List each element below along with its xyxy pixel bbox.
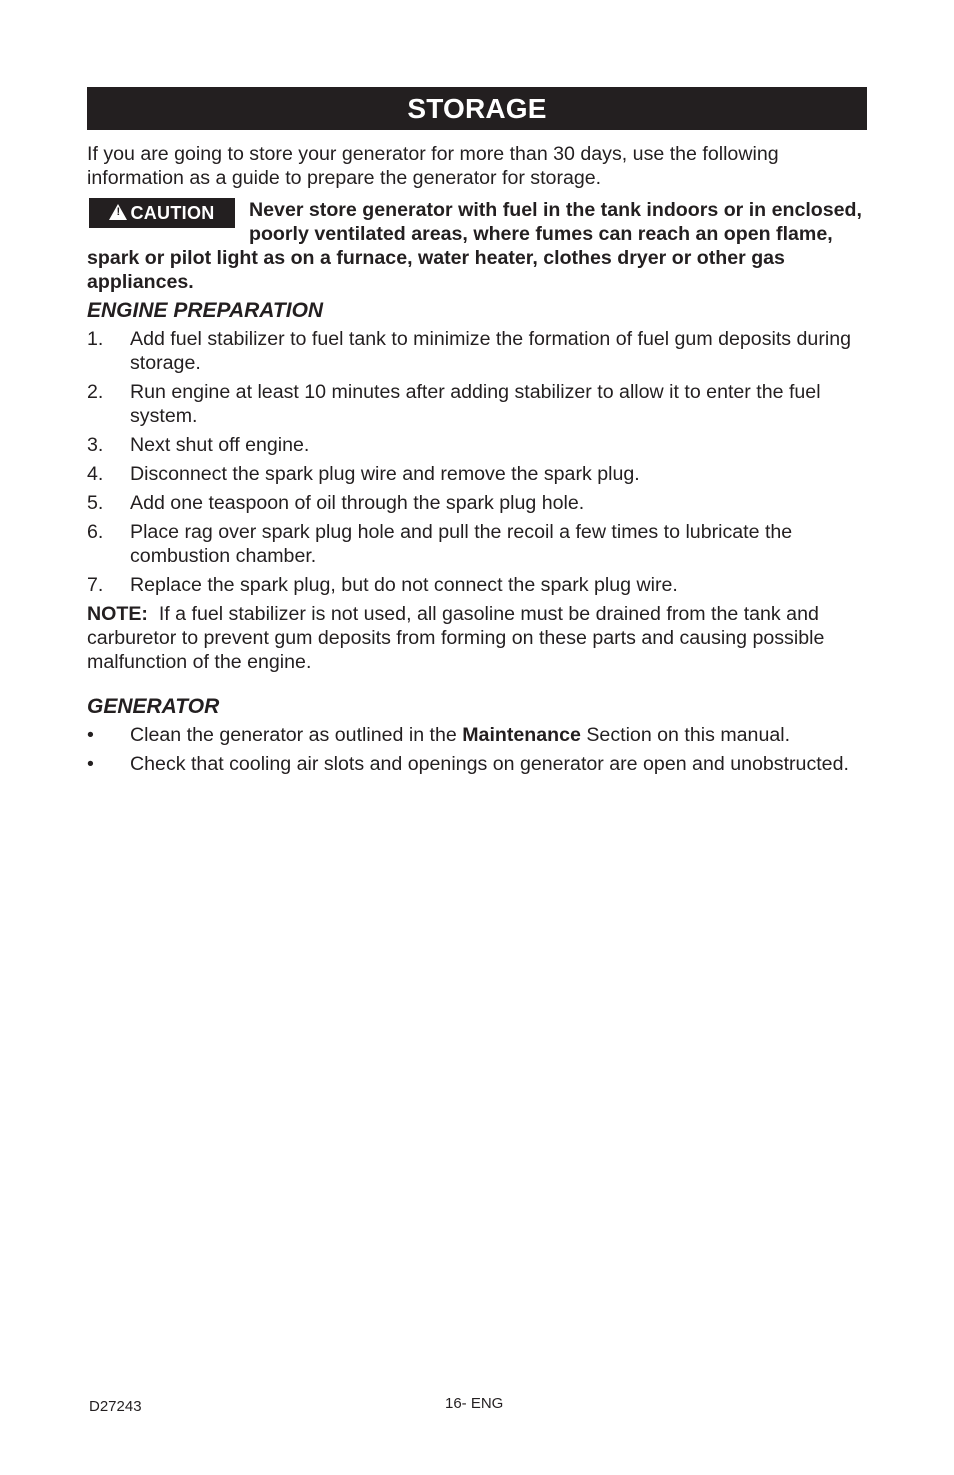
step-number: 2. xyxy=(87,381,104,403)
note-text: If a fuel stabilizer is not used, all gasoline must be drained from the tank and carburetor to prevent gum deposits from forming on these parts and causing possible malfunction of the engine. xyxy=(87,603,830,673)
bullet-text: Check that cooling air slots and openings on generator are open and unobstructed. xyxy=(130,752,849,775)
caution-text: Never store generator with fuel in the tank indoors or in enclosed, poorly ventilated areas, where fumes can reach an open flame, spark or pilot light as on a furnace, water heater, clothes dryer or other gas appliances. xyxy=(87,199,862,293)
step-text: Add one teaspoon of oil through the spark plug hole. xyxy=(130,492,585,514)
caution-badge xyxy=(89,198,235,228)
intro-paragraph: If you are going to store your generator for more than 30 days, use the following information as a guide to prepare the generator for storage. xyxy=(87,143,779,189)
engine-preparation-steps xyxy=(87,327,867,597)
bullet: • xyxy=(87,723,94,746)
bullet-text-after: Section on this manual. xyxy=(580,723,791,746)
step-number: 3. xyxy=(87,434,104,456)
engine-preparation-heading: ENGINE PREPARATION xyxy=(87,299,324,322)
step-text: Disconnect the spark plug wire and remove the spark plug. xyxy=(130,463,640,485)
page-number: 16- ENG xyxy=(445,1395,504,1412)
step-number: 7. xyxy=(87,574,104,596)
step-number: 6. xyxy=(87,521,104,543)
bullet: • xyxy=(87,752,94,775)
bullet-text-before: Clean the generator as outlined in the xyxy=(130,723,463,746)
caution-label: CAUTION xyxy=(130,203,215,223)
step-number: 4. xyxy=(87,463,104,485)
section-banner xyxy=(87,87,867,130)
page-title: STORAGE xyxy=(407,92,547,124)
step-text: Next shut off engine. xyxy=(130,434,310,456)
manual-page xyxy=(87,87,867,781)
caution-block xyxy=(87,198,867,294)
step-number: 1. xyxy=(87,328,104,350)
maintenance-reference: Maintenance xyxy=(462,723,581,746)
step-text: Add fuel stabilizer to fuel tank to minimize the formation of fuel gum deposits during storage. xyxy=(130,328,851,374)
list-item xyxy=(87,520,867,568)
warning-triangle-icon xyxy=(109,204,127,220)
step-text: Run engine at least 10 minutes after adding stabilizer to allow it to enter the fuel system. xyxy=(130,381,821,427)
list-item xyxy=(87,723,867,747)
generator-list xyxy=(87,723,867,776)
note-label: NOTE: xyxy=(87,603,148,625)
model-number: D27243 xyxy=(89,1398,142,1415)
list-item xyxy=(87,573,867,597)
step-text: Replace the spark plug, but do not connect the spark plug wire. xyxy=(130,574,678,596)
step-number: 5. xyxy=(87,492,104,514)
list-item xyxy=(87,380,867,428)
list-item xyxy=(87,491,867,515)
list-item xyxy=(87,433,867,457)
note-paragraph xyxy=(87,602,867,674)
generator-heading: GENERATOR xyxy=(87,694,220,718)
list-item xyxy=(87,327,867,375)
list-item xyxy=(87,462,867,486)
list-item xyxy=(87,752,867,776)
step-text: Place rag over spark plug hole and pull the recoil a few times to lubricate the combustion chamber. xyxy=(130,521,793,567)
